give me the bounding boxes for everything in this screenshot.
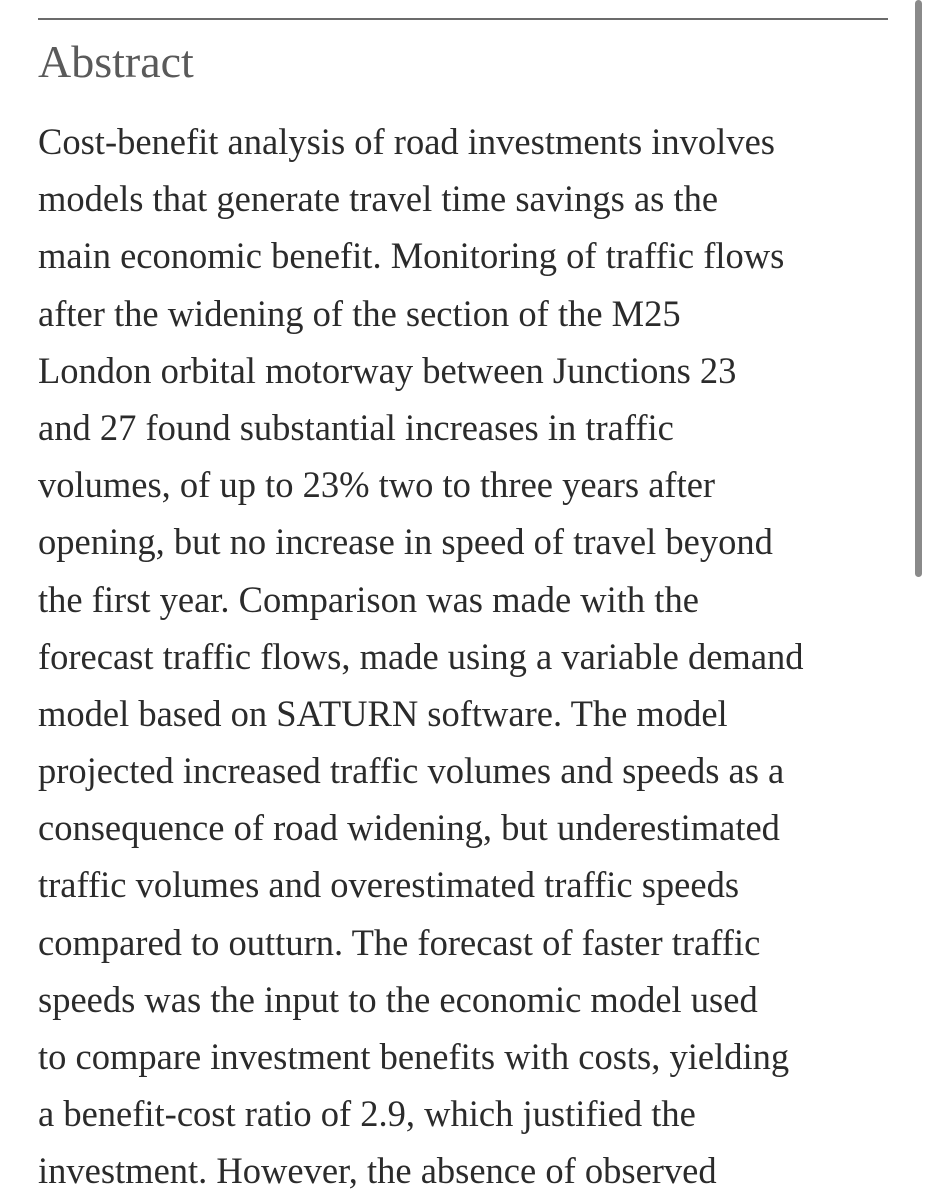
abstract-line: model based on SATURN software. The model [38,692,728,734]
abstract-line: Cost-benefit analysis of road investments involves [38,121,775,162]
scrollbar-track[interactable] [913,0,927,1200]
scrollbar-thumb[interactable] [915,0,922,577]
abstract-line: forecast traffic flows, made using a variable demand [38,635,804,677]
abstract-line: London orbital motorway between Junctions 23 [38,349,737,391]
abstract-line: consequence of road widening, but underestimated [38,807,780,849]
abstract-line: projected increased traffic volumes and speeds as a [38,750,785,792]
abstract-line: models that generate travel time savings as the [38,178,719,220]
abstract-body [38,113,898,1200]
abstract-line: a benefit-cost ratio of 2.9, which justified the [38,1093,696,1135]
abstract-line: to compare investment benefits with costs, yielding [38,1036,790,1077]
abstract-line: after the widening of the section of the M25 [38,292,681,334]
abstract-line: speeds was the input to the economic model used [38,978,758,1020]
abstract-line: and 27 found substantial increases in traffic [38,406,674,448]
section-divider [38,18,888,20]
section-heading: Abstract [38,36,194,87]
abstract-line: the first year. Comparison was made with the [38,578,699,620]
abstract-line: main economic benefit. Monitoring of traffic flows [38,235,785,277]
abstract-line: traffic volumes and overestimated traffic speeds [38,864,740,906]
abstract-line: investment. However, the absence of observed [38,1150,717,1192]
abstract-line: volumes, of up to 23% two to three years after [38,464,716,506]
abstract-line: compared to outturn. The forecast of faster traffic [38,921,761,963]
abstract-line: opening, but no increase in speed of travel beyond [38,521,773,563]
